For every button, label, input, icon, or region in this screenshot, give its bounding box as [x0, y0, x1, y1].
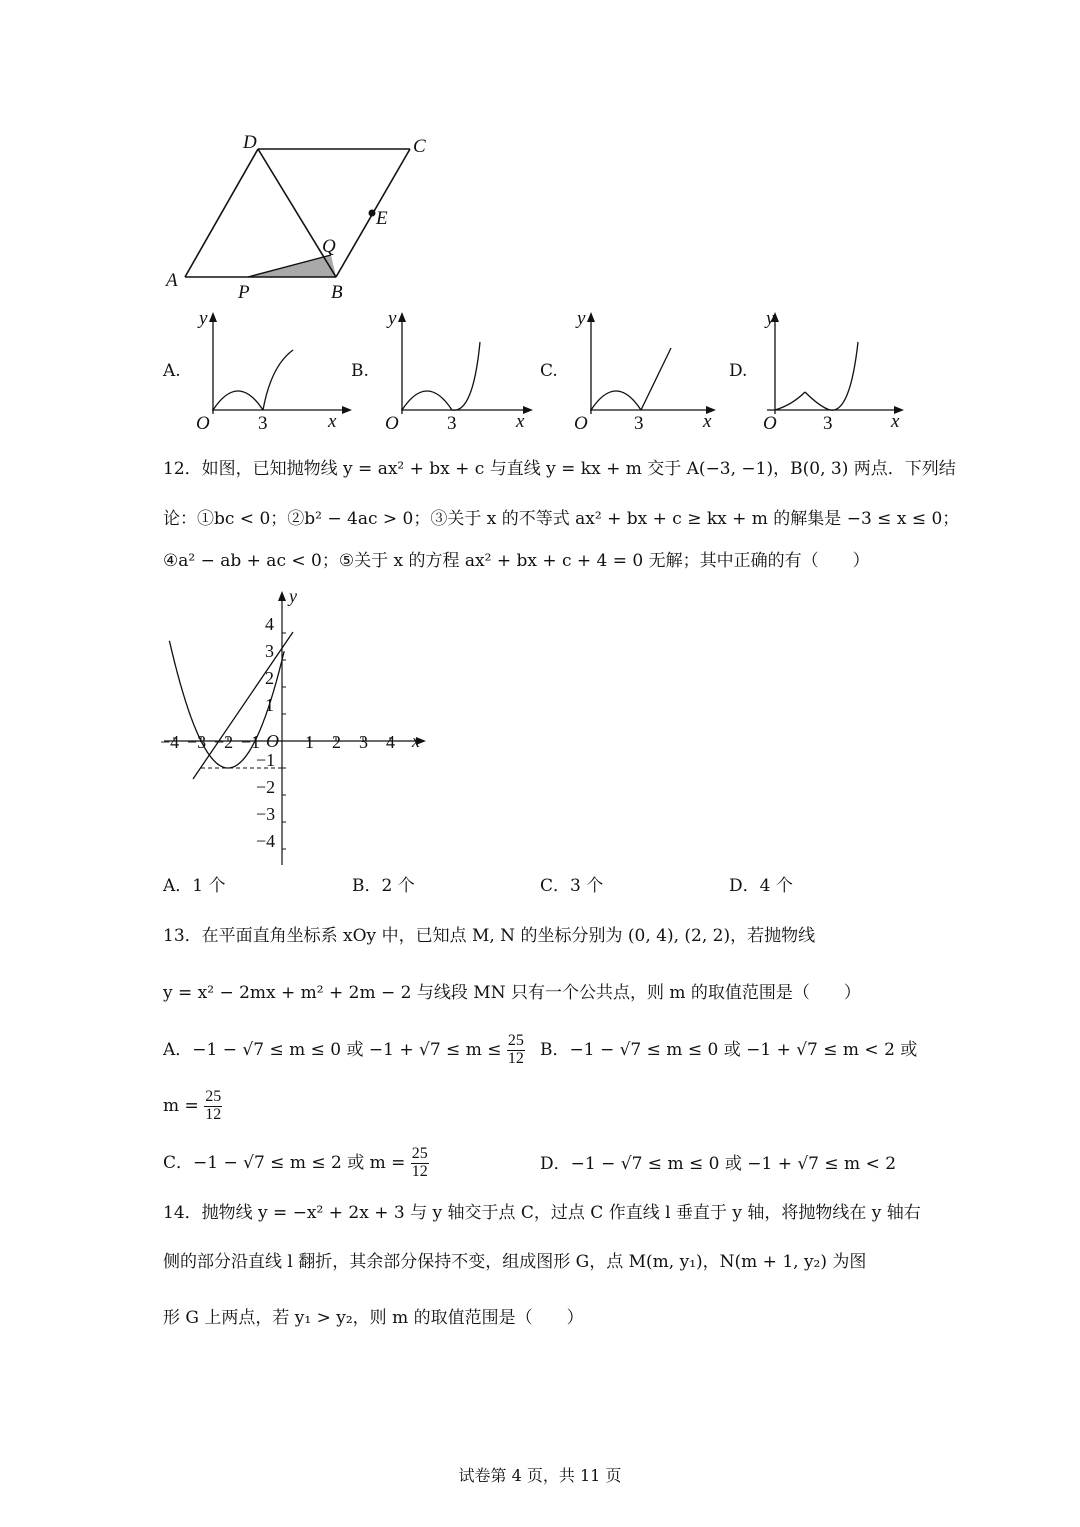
q11-c-origin: O [574, 413, 588, 434]
q13-option-b-cont-text: m = [163, 1096, 199, 1116]
q12-option-b[interactable]: B．2 个 [352, 876, 415, 896]
parallelogram-figure [0, 0, 1080, 320]
q11-a-x-label: x [328, 411, 337, 432]
q11-c-tick: 3 [634, 413, 644, 434]
q11-option-a-graph [192, 310, 362, 430]
label-p: P [238, 282, 250, 303]
q11-d-y-label: y [766, 308, 775, 329]
q12-y-tick: 2 [265, 668, 274, 688]
page-footer: 试卷第 4 页，共 11 页 [458, 1466, 622, 1485]
q11-option-a-letter[interactable]: A. [163, 361, 181, 381]
q12-y-label: y [289, 586, 297, 606]
q12-y-tick: −4 [256, 831, 276, 851]
q13-option-a-text: A．−1 − √7 ≤ m ≤ 0 或 −1 + √7 ≤ m ≤ [163, 1040, 502, 1060]
q11-d-origin: O [763, 413, 777, 434]
segment-ad [185, 149, 258, 277]
q11-b-origin: O [385, 413, 399, 434]
q12-stem-line2: 论：①bc < 0；②b² − 4ac > 0；③关于 x 的不等式 ax² + bx + c ≥ kx + m 的解集是 −3 ≤ x ≤ 0； [163, 509, 960, 529]
q12-x-tick: 2 [332, 732, 341, 752]
label-e: E [376, 208, 388, 229]
q13-option-d[interactable]: D．−1 − √7 ≤ m ≤ 0 或 −1 + √7 ≤ m < 2 [540, 1154, 897, 1174]
q12-x-tick: −1 [241, 732, 261, 752]
q12-x-tick: 3 [359, 732, 368, 752]
q12-graph [160, 585, 440, 875]
label-a: A [166, 270, 178, 291]
q12-stem-line3: ④a² − ab + ac < 0；⑤关于 x 的方程 ax² + bx + c + 4 = 0 无解；其中正确的有（ ） [163, 551, 870, 571]
q12-origin: O [266, 731, 279, 751]
q12-option-d[interactable]: D．4 个 [729, 876, 793, 896]
q11-d-x-label: x [891, 411, 900, 432]
q11-c-y-label: y [577, 308, 586, 329]
q11-b-y-label: y [388, 308, 397, 329]
q14-stem-line2: 侧的部分沿直线 l 翻折，其余部分保持不变，组成图形 G，点 M(m, y₁)，N(m + 1, y₂) 为图 [163, 1252, 867, 1272]
q12-x-tick: 4 [386, 732, 395, 752]
q14-stem-line1: 14．抛物线 y = −x² + 2x + 3 与 y 轴交于点 C，过点 C 作直线 l 垂直于 y 轴，将抛物线在 y 轴右 [163, 1203, 921, 1223]
q12-x-tick: 1 [305, 732, 314, 752]
q14-stem-line3: 形 G 上两点，若 y₁ > y₂，则 m 的取值范围是（ ） [163, 1308, 584, 1328]
q13-stem-line1: 13．在平面直角坐标系 xOy 中，已知点 M, N 的坐标分别为 (0, 4), (2, 2)，若抛物线 [163, 926, 816, 946]
q12-x-tick: −3 [187, 732, 207, 752]
label-b: B [331, 282, 343, 303]
q12-y-tick: −3 [256, 804, 276, 824]
label-d: D [243, 132, 257, 153]
q11-option-b-letter[interactable]: B. [351, 361, 369, 381]
q13-option-b-fraction: $\frac{25}{12}$ [205, 1088, 222, 1123]
q11-option-d-graph [762, 310, 942, 430]
q12-line [193, 632, 293, 779]
q12-x-tick: −2 [214, 732, 234, 752]
q11-b-x-label: x [516, 411, 525, 432]
label-c: C [413, 136, 426, 157]
q13-option-b[interactable]: B．−1 − √7 ≤ m ≤ 0 或 −1 + √7 ≤ m < 2 或 [540, 1040, 918, 1060]
q11-a-origin: O [196, 413, 210, 434]
q11-option-c-graph [570, 310, 740, 430]
q12-option-a[interactable]: A．1 个 [163, 876, 226, 896]
q12-y-tick: 3 [265, 641, 274, 661]
q13-option-c-text: C．−1 − √7 ≤ m ≤ 2 或 m = [163, 1153, 406, 1173]
q13-option-a[interactable] [163, 1028, 525, 1072]
q12-x-tick: −4 [160, 732, 180, 752]
point-e [369, 210, 376, 217]
q12-y-tick: 4 [265, 614, 274, 634]
q13-option-b-continuation[interactable] [163, 1084, 222, 1128]
q11-a-tick: 3 [258, 413, 268, 434]
q13-option-a-fraction: $\frac{25}{12}$ [507, 1032, 524, 1067]
q11-d-tick: 3 [823, 413, 833, 434]
q11-option-b-graph [381, 310, 551, 430]
q11-option-c-letter[interactable]: C. [540, 361, 558, 381]
q11-option-d-letter[interactable]: D. [729, 361, 748, 381]
q12-y-tick: −1 [256, 750, 276, 770]
q12-y-tick: 1 [265, 695, 274, 715]
q12-option-c[interactable]: C．3 个 [540, 876, 604, 896]
q12-x-label: x [412, 731, 420, 751]
q11-b-tick: 3 [447, 413, 457, 434]
q13-option-c[interactable] [163, 1141, 429, 1185]
q11-a-y-label: y [199, 308, 208, 329]
q11-c-x-label: x [703, 411, 712, 432]
label-q: Q [322, 236, 336, 257]
q13-option-c-fraction: $\frac{25}{12}$ [411, 1145, 428, 1180]
q13-stem-line2: y = x² − 2mx + m² + 2m − 2 与线段 MN 只有一个公共点，则 m 的取值范围是（ ） [163, 983, 861, 1003]
q12-stem-line1: 12．如图，已知抛物线 y = ax² + bx + c 与直线 y = kx + m 交于 A(−3, −1)，B(0, 3) 两点．下列结 [163, 459, 956, 479]
q12-y-tick: −2 [256, 777, 276, 797]
